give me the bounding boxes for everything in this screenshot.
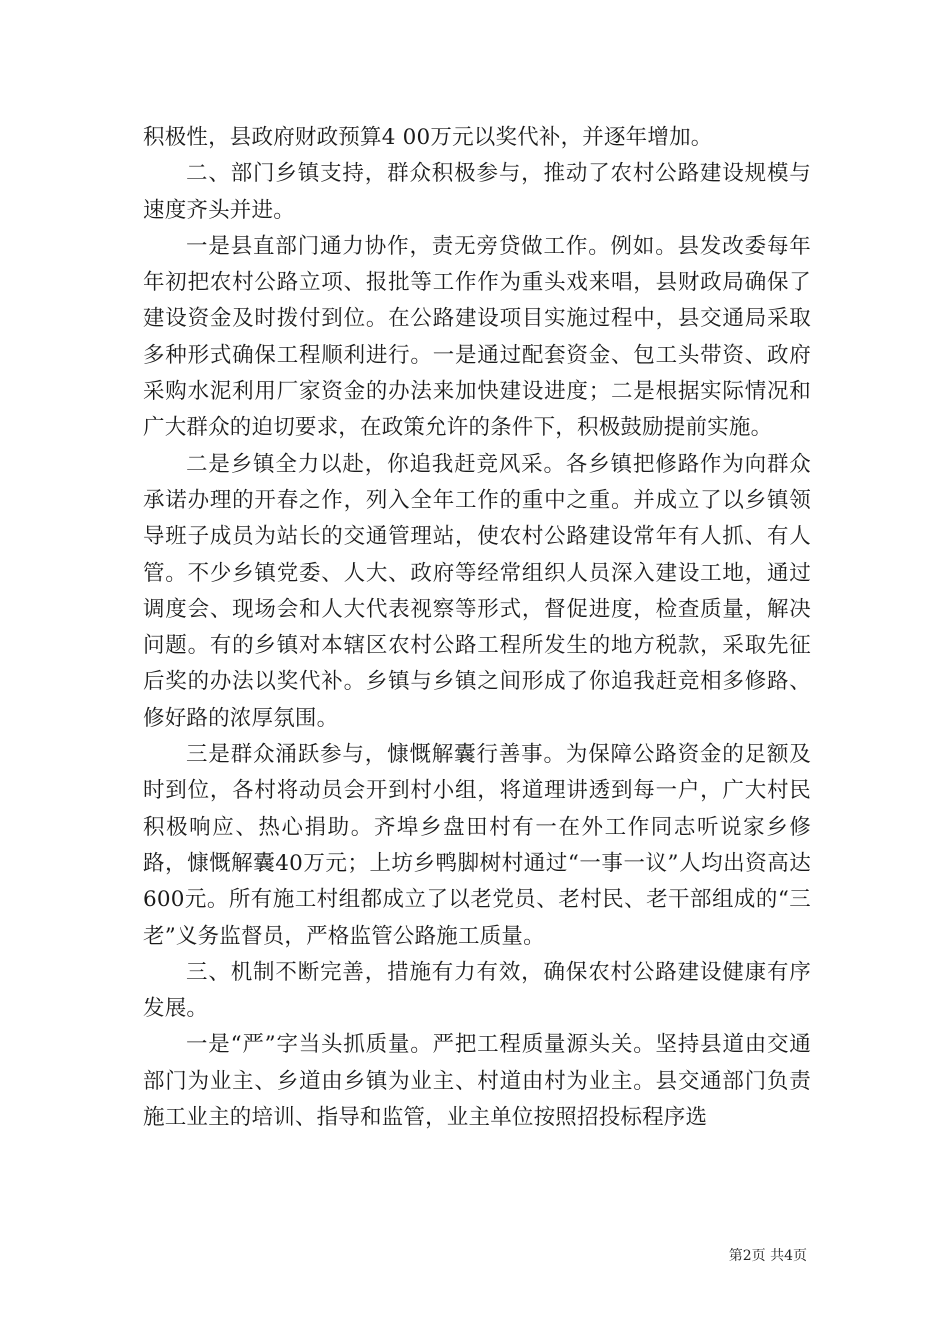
paragraph-villagers: 三是群众涌跃参与，慷慨解囊行善事。为保障公路资金的足额及时到位，各村将动员会开到村小组，将道理讲透到每一户，广大村民积极响应、热心捐助。齐埠乡盘田村有一在外工作同志听说家乡修路，慷慨解囊40万元；上坊乡鸭脚树村通过“一事一议”人均出资高达600元。所有施工村组都成立了以老党员、老村民、老干部组成的“三老”义务监督员，严格监管公路施工质量。 (143, 742, 811, 949)
paragraph-townships: 二是乡镇全力以赴，你追我赶竞风采。各乡镇把修路作为向群众承诺办理的开春之作，列入全年工作的重中之重。并成立了以乡镇领导班子成员为站长的交通管理站，使农村公路建设常年有人抓、有人管。不少乡镇党委、人大、政府等经常组织人员深入建设工地，通过调度会、现场会和人大代表视察等形式，督促进度，检查质量，解决问题。有的乡镇对本辖区农村公路工程所发生的地方税款，采取先征后奖的办法以奖代补。乡镇与乡镇之间形成了你追我赶竞相多修路、修好路的浓厚氛围。 (143, 451, 811, 731)
page-number-footer: 第2页 共4页 (728, 1248, 807, 1264)
paragraph-continuation: 积极性，县政府财政预算4 00万元以奖代补，并逐年增加。 (143, 125, 713, 150)
section-heading-2: 二、部门乡镇支持，群众积极参与，推动了农村公路建设规模与速度齐头并进。 (143, 161, 811, 223)
paragraph-county-departments: 一是县直部门通力协作，责无旁贷做工作。例如。县发改委每年年初把农村公路立项、报批等工作作为重头戏来唱，县财政局确保了建设资金及时拨付到位。在公路建设项目实施过程中，县交通局采取多种形式确保工程顺利进行。一是通过配套资金、包工头带资、政府采购水泥利用厂家资金的办法来加快建设进度；二是根据实际情况和广大群众的迫切要求，在政策允许的条件下，积极鼓励提前实施。 (143, 233, 811, 441)
section-heading-3: 三、机制不断完善，措施有力有效，确保农村公路建设健康有序发展。 (143, 959, 811, 1022)
document-body (143, 120, 811, 1136)
paragraph-quality: 一是“严”字当头抓质量。严把工程质量源头关。坚持县道由交通部门为业主、乡道由乡镇为业主、村道由村为业主。县交通部门负责施工业主的培训、指导和监管，业主单位按照招投标程序选 (143, 1032, 811, 1131)
